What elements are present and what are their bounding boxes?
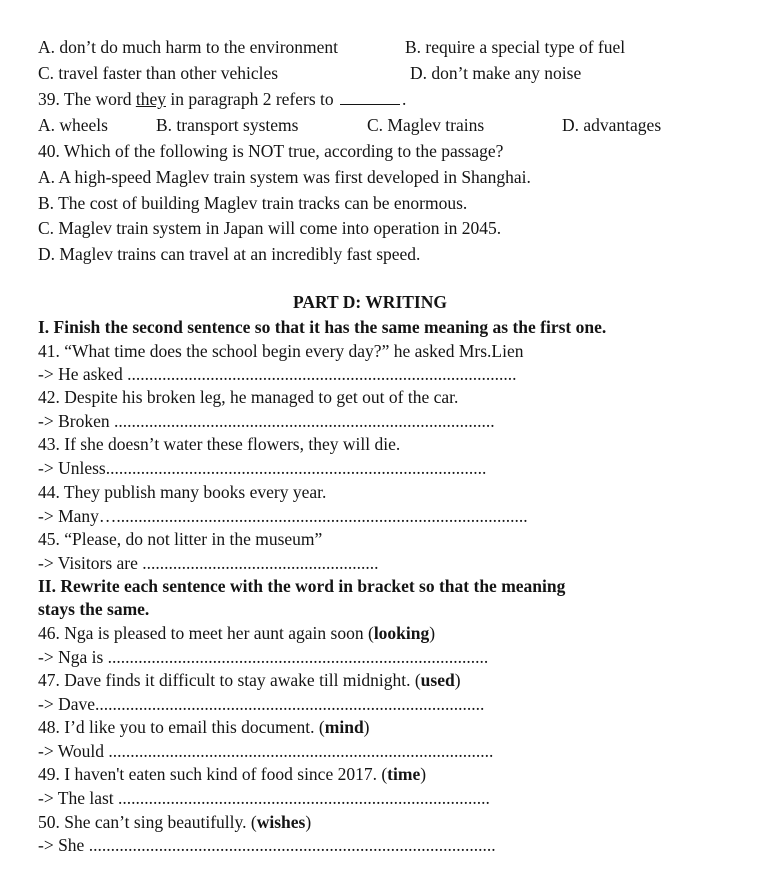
q39-stem — [38, 88, 406, 110]
q49-text: 49. I haven't eaten such kind of food since 2017. ( — [38, 764, 388, 784]
q50-answer-line — [38, 834, 496, 856]
q44-answer-line — [38, 505, 528, 527]
q50-keyword: wishes — [256, 812, 306, 832]
q39-option-a: A. wheels — [38, 115, 108, 135]
q46-answer-line — [38, 646, 488, 668]
q47-end: ) — [454, 670, 461, 690]
q46-keyword: looking — [373, 623, 430, 643]
q47-question — [38, 669, 461, 691]
q38-option-d: D. don’t make any noise — [410, 63, 582, 83]
q48-question — [38, 716, 370, 738]
q49-keyword: time — [387, 764, 421, 784]
q47-answer-line — [38, 693, 484, 715]
q50-answer-prefix: -> She — [38, 835, 89, 855]
q42-answer-prefix: -> Broken — [38, 411, 114, 431]
q45-answer-line — [38, 552, 379, 574]
q44-answer-prefix: -> Many…. — [38, 506, 121, 526]
q48-text: 48. I’d like you to email this document. ( — [38, 717, 325, 737]
q42-answer-line — [38, 410, 495, 432]
q44-question: 44. They publish many books every year. — [38, 482, 327, 502]
q39-blank — [340, 90, 400, 105]
q48-end: ) — [363, 717, 370, 737]
q46-answer-dots: ....................................................................................... — [107, 647, 489, 667]
q49-end: ) — [420, 764, 427, 784]
q43-question: 43. If she doesn’t water these flowers, they will die. — [38, 434, 401, 454]
q50-answer-dots: ............................................................................................. — [88, 835, 496, 855]
q45-answer-dots: ...................................................... — [142, 553, 379, 573]
q50-question — [38, 811, 311, 833]
q47-answer-dots: ......................................................................................... — [95, 694, 485, 714]
q43-answer-line — [38, 457, 486, 479]
q47-keyword: used — [420, 670, 455, 690]
q41-question: 41. “What time does the school begin every day?” he asked Mrs.Lien — [38, 341, 524, 361]
q41-answer-dots: ......................................................................................... — [127, 364, 517, 384]
section2-heading-line2: stays the same. — [38, 599, 150, 619]
q43-answer-dots: ....................................................................................... — [105, 458, 487, 478]
q49-answer-prefix: -> The last — [38, 788, 119, 808]
q45-question: 45. “Please, do not litter in the museum” — [38, 529, 323, 549]
q44-answer-dots: ............................................................................................. — [120, 506, 528, 526]
q48-keyword: mind — [324, 717, 364, 737]
q49-answer-dots: ..................................................................................... — [118, 788, 490, 808]
q49-answer-line — [38, 787, 490, 809]
q41-answer-prefix: -> He asked — [38, 364, 128, 384]
q50-text: 50. She can’t sing beautifully. ( — [38, 812, 257, 832]
q47-answer-prefix: -> Dave — [38, 694, 95, 714]
q41-answer-line — [38, 363, 516, 385]
q46-end: ) — [429, 623, 436, 643]
q39-option-d: D. advantages — [562, 115, 662, 135]
q49-question — [38, 763, 426, 785]
section2-heading-line1: II. Rewrite each sentence with the word in bracket so that the meaning — [38, 576, 566, 596]
q45-answer-prefix: -> Visitors are — [38, 553, 143, 573]
q40-option-d: D. Maglev trains can travel at an incredibly fast speed. — [38, 244, 421, 264]
q48-answer-dots: ........................................................................................ — [108, 741, 494, 761]
q40-stem: 40. Which of the following is NOT true, according to the passage? — [38, 141, 504, 161]
q39-pre: 39. The word — [38, 89, 136, 109]
part-d-title: PART D: WRITING — [293, 292, 447, 312]
q39-option-c: C. Maglev trains — [367, 115, 485, 135]
q38-option-a: A. don’t do much harm to the environment — [38, 37, 339, 57]
q43-answer-prefix: -> Unless — [38, 458, 106, 478]
q42-answer-dots: ....................................................................................... — [113, 411, 495, 431]
q46-question — [38, 622, 435, 644]
q39-word: they — [135, 89, 166, 109]
q38-option-c: C. travel faster than other vehicles — [38, 63, 279, 83]
q48-answer-prefix: -> Would — [38, 741, 109, 761]
q48-answer-line — [38, 740, 493, 762]
q42-question: 42. Despite his broken leg, he managed to get out of the car. — [38, 387, 459, 407]
q38-option-b: B. require a special type of fuel — [405, 37, 626, 57]
q40-option-a: A. A high-speed Maglev train system was first developed in Shanghai. — [38, 167, 531, 187]
q40-option-c: C. Maglev train system in Japan will come into operation in 2045. — [38, 218, 502, 238]
q50-end: ) — [305, 812, 312, 832]
section1-heading: I. Finish the second sentence so that it has the same meaning as the first one. — [38, 317, 607, 337]
q47-text: 47. Dave finds it difficult to stay awake till midnight. ( — [38, 670, 421, 690]
q40-option-b: B. The cost of building Maglev train tracks can be enormous. — [38, 193, 468, 213]
q39-option-b: B. transport systems — [156, 115, 299, 135]
q46-answer-prefix: -> Nga is — [38, 647, 108, 667]
q46-text: 46. Nga is pleased to meet her aunt again soon ( — [38, 623, 374, 643]
q39-post: in paragraph 2 refers to — [166, 89, 334, 109]
q39-end: . — [402, 89, 407, 109]
